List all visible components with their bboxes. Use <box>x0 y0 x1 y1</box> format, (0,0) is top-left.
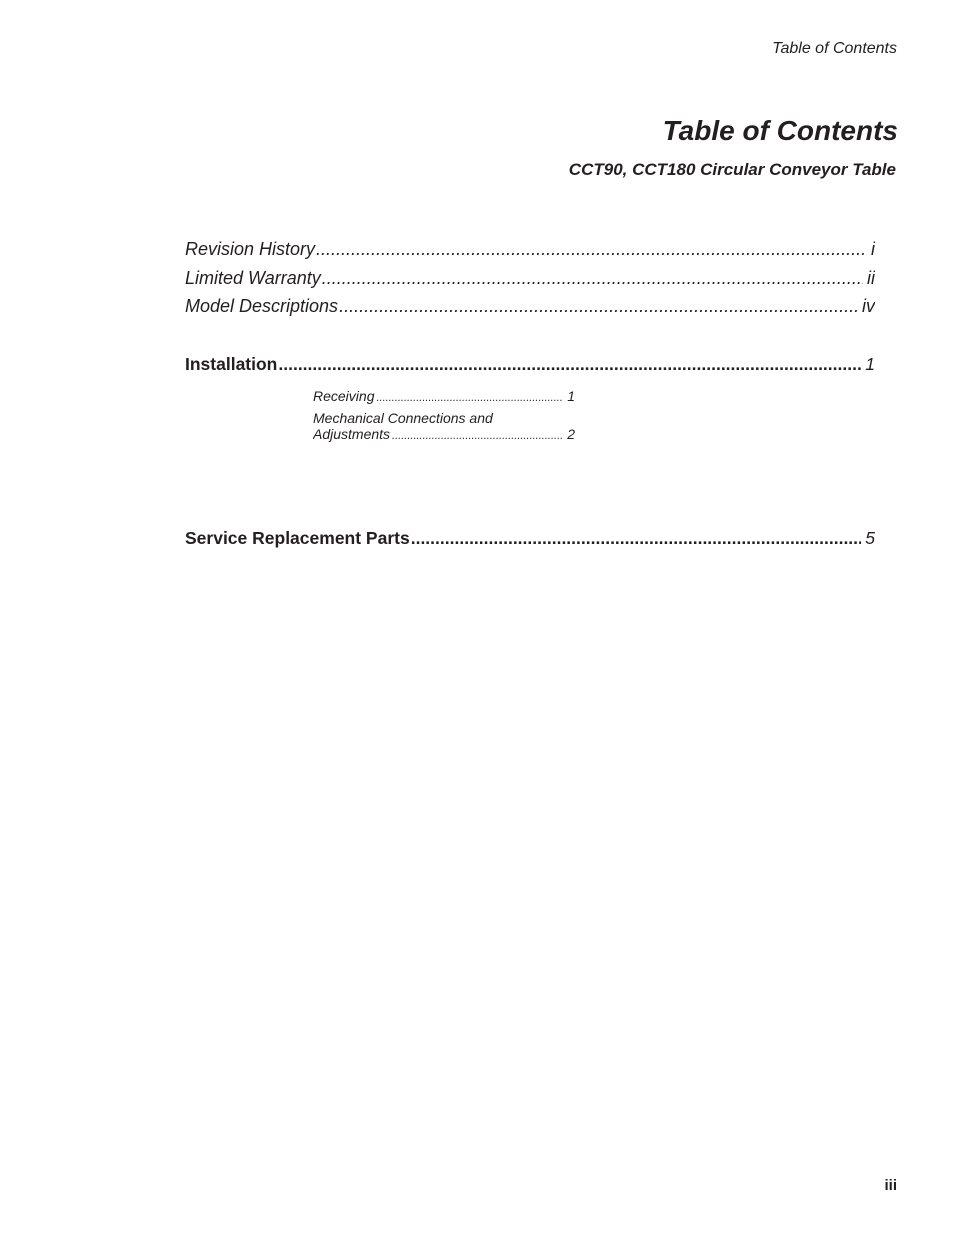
toc-section-page: 2 <box>567 426 575 442</box>
page-subtitle: CCT90, CCT180 Circular Conveyor Table <box>568 160 896 179</box>
toc-entry-label: Limited Warranty <box>185 268 321 288</box>
toc-section-label: Adjustments <box>313 426 391 442</box>
toc-chapter-label: Installation <box>185 354 278 374</box>
dot-leader <box>278 352 861 376</box>
toc-section-label: Receiving <box>313 388 375 404</box>
toc-section-mechanical-connections[interactable] <box>313 426 575 445</box>
toc-section-mechanical-label-line1[interactable]: Mechanical Connections and <box>313 410 493 426</box>
toc-entry-label: Revision History <box>185 239 316 259</box>
toc-entry-page: iv <box>862 296 875 316</box>
toc-chapter-label: Service Replacement Parts <box>185 528 410 548</box>
dot-leader <box>392 428 563 445</box>
page-number: iii <box>884 1177 897 1194</box>
dot-leader <box>322 266 863 290</box>
toc-entry-limited-warranty[interactable] <box>185 266 875 290</box>
toc-entry-model-descriptions[interactable] <box>185 294 875 318</box>
dot-leader <box>411 526 862 550</box>
dot-leader <box>316 237 867 261</box>
toc-chapter-service-replacement-parts[interactable] <box>185 526 875 550</box>
running-header: Table of Contents <box>772 40 897 57</box>
toc-chapter-installation[interactable] <box>185 352 875 376</box>
toc-entry-page: ii <box>867 268 875 288</box>
page-title: Table of Contents <box>662 115 898 146</box>
toc-chapter-page: 5 <box>865 528 875 548</box>
toc-section-page: 1 <box>567 388 575 404</box>
dot-leader <box>376 390 563 407</box>
dot-leader <box>339 294 858 318</box>
toc-section-receiving[interactable] <box>313 388 575 407</box>
toc-entry-page: i <box>871 239 875 259</box>
toc-chapter-page: 1 <box>865 354 875 374</box>
toc-entry-label: Model Descriptions <box>185 296 339 316</box>
toc-entry-revision-history[interactable] <box>185 237 875 261</box>
